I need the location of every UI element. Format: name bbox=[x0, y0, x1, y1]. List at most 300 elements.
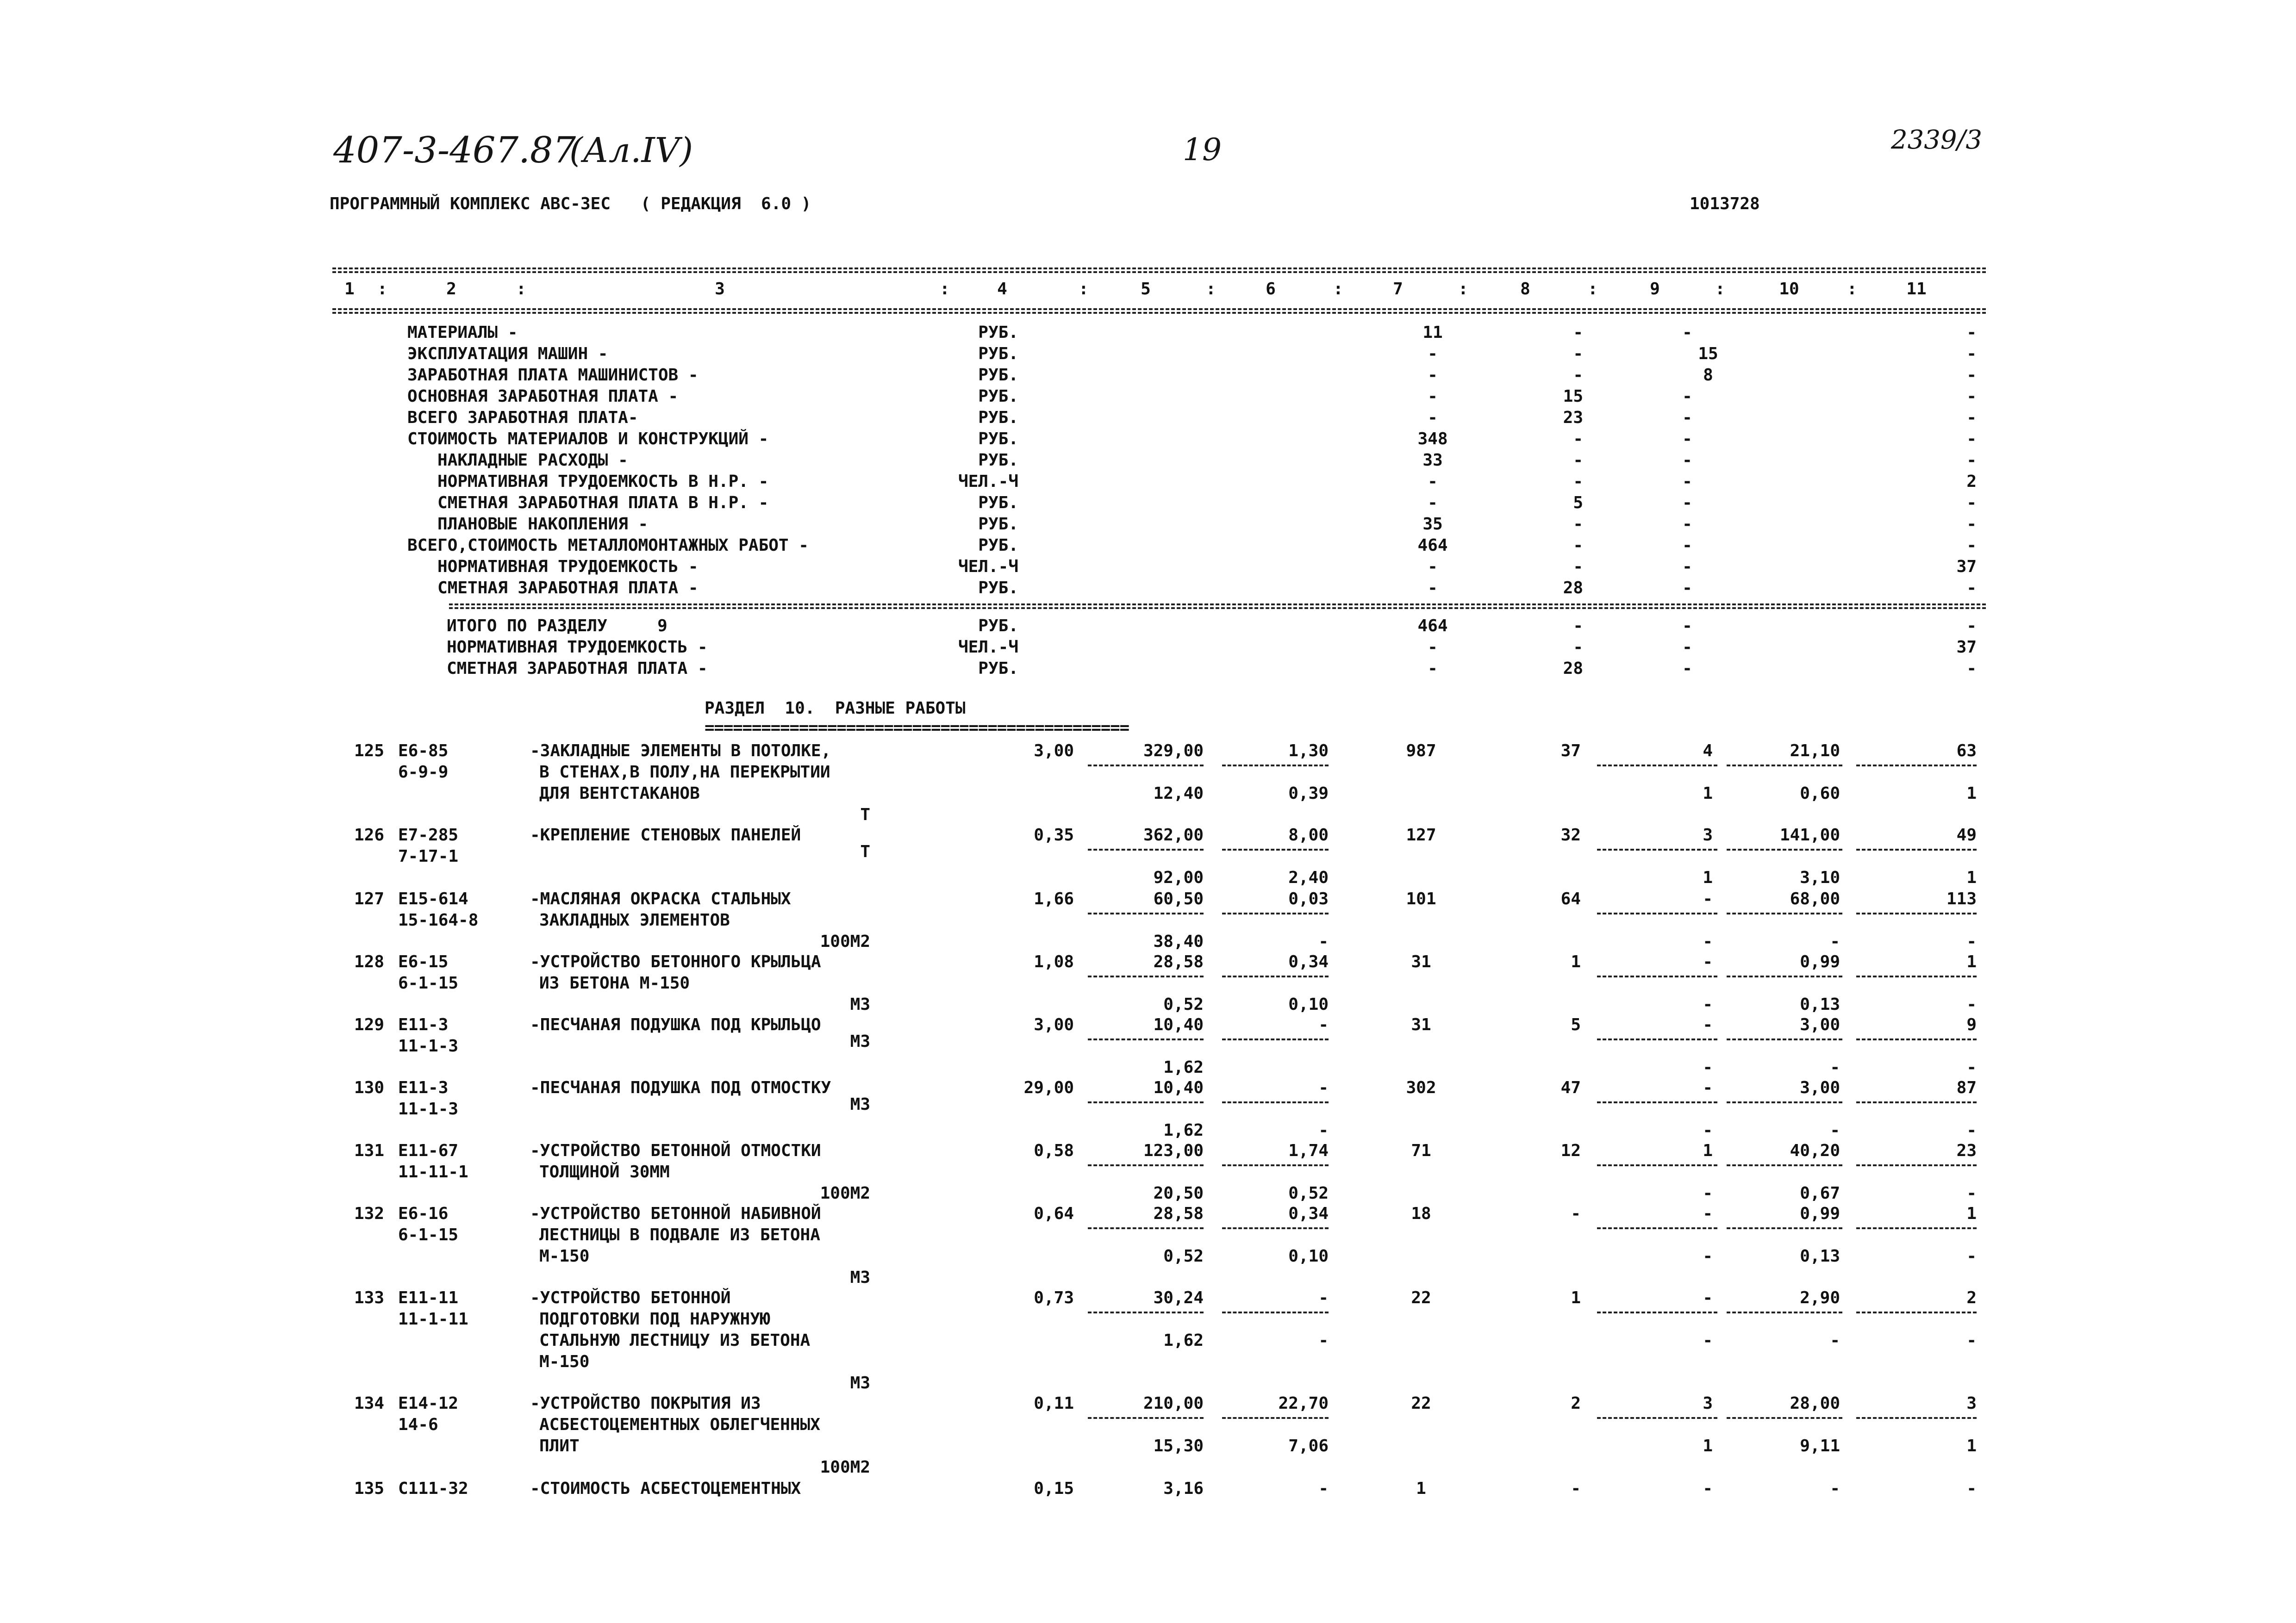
column-separator: : bbox=[1333, 280, 1343, 298]
item-c11: 87 bbox=[1956, 1078, 1977, 1097]
summary-row-c7: 11 bbox=[1423, 323, 1443, 342]
item-c8: 2 bbox=[1571, 1394, 1581, 1413]
item-divider bbox=[1727, 849, 1842, 851]
item-number: 129 bbox=[354, 1015, 384, 1034]
total-row-name: НОРМАТИВНАЯ ТРУДОЕМКОСТЬ - bbox=[447, 638, 708, 657]
item-c7: 71 bbox=[1411, 1141, 1431, 1160]
item-divider bbox=[1222, 1101, 1329, 1103]
item-c6: - bbox=[1318, 1078, 1329, 1097]
table-top-rule-2 bbox=[332, 271, 1986, 273]
summary-row-c9: - bbox=[1682, 323, 1692, 342]
total-row-c8: - bbox=[1573, 616, 1583, 635]
item-divider bbox=[1597, 1101, 1717, 1103]
column-number: 4 bbox=[997, 280, 1007, 298]
summary-row-c9: - bbox=[1682, 408, 1692, 427]
column-separator: : bbox=[377, 280, 387, 298]
item-number: 132 bbox=[354, 1204, 384, 1223]
item-c10: 2,90 bbox=[1800, 1288, 1840, 1307]
item-number: 131 bbox=[354, 1141, 384, 1160]
item-c10: 141,00 bbox=[1779, 826, 1840, 845]
item-unit: 100М2 bbox=[820, 932, 870, 951]
item-divider bbox=[1088, 1417, 1204, 1419]
item-code-secondary: 6-1-15 bbox=[398, 974, 459, 993]
item-divider bbox=[1222, 1417, 1329, 1419]
item-c5: 10,40 bbox=[1153, 1015, 1204, 1034]
item-c8: 47 bbox=[1560, 1078, 1581, 1097]
item-c7: 1 bbox=[1416, 1479, 1426, 1498]
item-code-secondary: 11-1-3 bbox=[398, 1037, 459, 1056]
item-c8: 5 bbox=[1571, 1015, 1581, 1034]
item-c5: 329,00 bbox=[1143, 741, 1204, 760]
item-number: 125 bbox=[354, 741, 384, 760]
item-c6: - bbox=[1318, 1479, 1329, 1498]
item-code: С111-32 bbox=[398, 1479, 468, 1498]
item-c5-secondary: 1,62 bbox=[1163, 1058, 1204, 1077]
item-c10: - bbox=[1830, 1479, 1840, 1498]
doc-code: 407-3-467.87 bbox=[333, 130, 576, 171]
item-c8: - bbox=[1571, 1479, 1581, 1498]
item-divider bbox=[1222, 849, 1329, 851]
item-number: 134 bbox=[354, 1394, 384, 1413]
item-c5-secondary: 15,30 bbox=[1153, 1436, 1204, 1455]
summary-row-c11: - bbox=[1966, 344, 1977, 363]
summary-row-c11: - bbox=[1966, 387, 1977, 406]
item-quantity: 29,00 bbox=[1023, 1078, 1074, 1097]
item-divider bbox=[1727, 913, 1842, 914]
summary-row-c11: - bbox=[1966, 578, 1977, 597]
item-code-secondary: 15-164-8 bbox=[398, 911, 479, 930]
total-row-c8: 28 bbox=[1563, 659, 1583, 678]
summary-row-c9: - bbox=[1682, 557, 1692, 576]
summary-row-unit: РУБ. bbox=[978, 408, 1018, 427]
total-row-c8: - bbox=[1573, 638, 1583, 657]
item-divider bbox=[1856, 913, 1977, 914]
item-c6: 8,00 bbox=[1288, 826, 1329, 845]
item-code-secondary: 6-9-9 bbox=[398, 763, 449, 782]
item-number: 133 bbox=[354, 1288, 384, 1307]
summary-row-unit: РУБ. bbox=[978, 344, 1018, 363]
item-unit: Т bbox=[860, 805, 870, 824]
document-id: 1013728 bbox=[1690, 194, 1760, 213]
item-c5-secondary: 20,50 bbox=[1153, 1184, 1204, 1203]
total-row-c9: - bbox=[1682, 659, 1692, 678]
item-divider bbox=[1727, 1101, 1842, 1103]
item-divider bbox=[1597, 1417, 1717, 1419]
item-divider bbox=[1727, 1038, 1842, 1040]
summary-row-name: СМЕТНАЯ ЗАРАБОТНАЯ ПЛАТА В Н.Р. - bbox=[407, 493, 769, 512]
item-c9-secondary: 1 bbox=[1703, 1436, 1713, 1455]
item-c11: 49 bbox=[1956, 826, 1977, 845]
item-c6: 1,74 bbox=[1288, 1141, 1329, 1160]
item-description-line: ПЛИТ bbox=[539, 1436, 580, 1455]
item-code-secondary: 11-11-1 bbox=[398, 1163, 468, 1181]
summary-row-name: ВСЕГО ЗАРАБОТНАЯ ПЛАТА- bbox=[407, 408, 638, 427]
item-number: 135 bbox=[354, 1479, 384, 1498]
item-c7: 22 bbox=[1411, 1288, 1431, 1307]
item-c9: 3 bbox=[1703, 1394, 1713, 1413]
item-c11: 1 bbox=[1966, 1204, 1977, 1223]
item-divider bbox=[1727, 765, 1842, 766]
item-c6-secondary: - bbox=[1318, 932, 1329, 951]
item-c8: 37 bbox=[1560, 741, 1581, 760]
item-description-line: -ПЕСЧАНАЯ ПОДУШКА ПОД КРЫЛЬЦО bbox=[530, 1015, 821, 1034]
column-separator: : bbox=[1715, 280, 1725, 298]
summary-row-c8: - bbox=[1573, 344, 1583, 363]
item-c8: 12 bbox=[1560, 1141, 1581, 1160]
summary-row-c11: 37 bbox=[1956, 557, 1977, 576]
summary-row-c9: - bbox=[1682, 578, 1692, 597]
item-c10-secondary: 0,13 bbox=[1800, 995, 1840, 1014]
item-code: Е6-15 bbox=[398, 952, 449, 971]
item-code-secondary: 11-1-11 bbox=[398, 1310, 468, 1329]
item-unit: М3 bbox=[850, 1268, 870, 1287]
item-description-line: -ЗАКЛАДНЫЕ ЭЛЕМЕНТЫ В ПОТОЛКЕ, bbox=[530, 741, 831, 760]
item-c10: 28,00 bbox=[1790, 1394, 1840, 1413]
item-c6: 1,30 bbox=[1288, 741, 1329, 760]
item-c5-secondary: 0,52 bbox=[1163, 1247, 1204, 1266]
column-number: 11 bbox=[1906, 280, 1927, 298]
item-c7: 987 bbox=[1406, 741, 1436, 760]
summary-row-c9: - bbox=[1682, 472, 1692, 491]
item-divider bbox=[1222, 1312, 1329, 1313]
item-c5-secondary: 0,52 bbox=[1163, 995, 1204, 1014]
summary-row-unit: РУБ. bbox=[978, 578, 1018, 597]
item-code-secondary: 7-17-1 bbox=[398, 847, 459, 866]
item-c6: 0,03 bbox=[1288, 889, 1329, 908]
summary-row-name: ЗАРАБОТНАЯ ПЛАТА МАШИНИСТОВ - bbox=[407, 366, 699, 385]
item-number: 127 bbox=[354, 889, 384, 908]
summary-row-c9: - bbox=[1682, 387, 1692, 406]
item-c11: 2 bbox=[1966, 1288, 1977, 1307]
summary-row-name: ВСЕГО,СТОИМОСТЬ МЕТАЛЛОМОНТАЖНЫХ РАБОТ - bbox=[407, 536, 809, 555]
item-divider bbox=[1222, 765, 1329, 766]
item-c5: 362,00 bbox=[1143, 826, 1204, 845]
summary-row-c11: - bbox=[1966, 366, 1977, 385]
summary-row-unit: РУБ. bbox=[978, 323, 1018, 342]
item-divider bbox=[1727, 1417, 1842, 1419]
summary-rule bbox=[449, 603, 1986, 605]
item-c8: - bbox=[1571, 1204, 1581, 1223]
item-divider bbox=[1856, 1417, 1977, 1419]
item-description-line: -УСТРОЙСТВО БЕТОННОЙ НАБИВНОЙ bbox=[530, 1204, 821, 1223]
summary-row-c9: - bbox=[1682, 493, 1692, 512]
item-c9: 1 bbox=[1703, 1141, 1713, 1160]
item-divider bbox=[1222, 913, 1329, 914]
total-row-c9: - bbox=[1682, 638, 1692, 657]
total-row-unit: РУБ. bbox=[978, 659, 1018, 678]
summary-row-c8: - bbox=[1573, 557, 1583, 576]
summary-row-name: ЭКСПЛУАТАЦИЯ МАШИН - bbox=[407, 344, 608, 363]
item-c10: 21,10 bbox=[1790, 741, 1840, 760]
total-row-c11: - bbox=[1966, 616, 1977, 635]
item-code: Е6-85 bbox=[398, 741, 449, 760]
item-c11-secondary: - bbox=[1966, 932, 1977, 951]
item-c5: 10,40 bbox=[1153, 1078, 1204, 1097]
item-description-line: ЛЕСТНИЦЫ В ПОДВАЛЕ ИЗ БЕТОНА bbox=[539, 1225, 820, 1244]
item-description-line: ПОДГОТОВКИ ПОД НАРУЖНУЮ bbox=[539, 1310, 770, 1329]
item-c11-secondary: 1 bbox=[1966, 784, 1977, 803]
summary-row-c8: - bbox=[1573, 536, 1583, 555]
summary-row-name: СМЕТНАЯ ЗАРАБОТНАЯ ПЛАТА - bbox=[407, 578, 699, 597]
summary-row-name: МАТЕРИАЛЫ - bbox=[407, 323, 518, 342]
summary-row-c7: - bbox=[1428, 408, 1438, 427]
item-c9: 4 bbox=[1703, 741, 1713, 760]
summary-row-c11: - bbox=[1966, 429, 1977, 448]
item-quantity: 0,58 bbox=[1034, 1141, 1074, 1160]
item-divider bbox=[1597, 849, 1717, 851]
item-divider bbox=[1597, 765, 1717, 766]
item-c6: 0,34 bbox=[1288, 1204, 1329, 1223]
item-c11: 23 bbox=[1956, 1141, 1977, 1160]
summary-row-c7: 33 bbox=[1423, 451, 1443, 470]
item-quantity: 3,00 bbox=[1034, 741, 1074, 760]
summary-row-c11: - bbox=[1966, 493, 1977, 512]
item-c11-secondary: - bbox=[1966, 995, 1977, 1014]
summary-row-unit: РУБ. bbox=[978, 536, 1018, 555]
item-quantity: 3,00 bbox=[1034, 1015, 1074, 1034]
summary-row-unit: ЧЕЛ.-Ч bbox=[958, 472, 1018, 491]
item-c9-secondary: - bbox=[1703, 1331, 1713, 1350]
item-code-secondary: 14-6 bbox=[398, 1415, 438, 1434]
item-c6: 0,34 bbox=[1288, 952, 1329, 971]
item-description-line: ДЛЯ ВЕНТСТАКАНОВ bbox=[539, 784, 700, 803]
summary-row-c8: - bbox=[1573, 323, 1583, 342]
item-c10-secondary: - bbox=[1830, 1058, 1840, 1077]
total-row-name: СМЕТНАЯ ЗАРАБОТНАЯ ПЛАТА - bbox=[447, 659, 708, 678]
item-description-line: М-150 bbox=[539, 1247, 590, 1266]
item-divider bbox=[1088, 913, 1204, 914]
item-code: Е6-16 bbox=[398, 1204, 449, 1223]
item-divider bbox=[1088, 976, 1204, 977]
item-description-line: -КРЕПЛЕНИЕ СТЕНОВЫХ ПАНЕЛЕЙ bbox=[530, 826, 801, 845]
item-divider bbox=[1088, 1312, 1204, 1313]
item-quantity: 0,15 bbox=[1034, 1479, 1074, 1498]
summary-row-c7: - bbox=[1428, 578, 1438, 597]
item-c11: - bbox=[1966, 1479, 1977, 1498]
item-c10: 40,20 bbox=[1790, 1141, 1840, 1160]
total-row-c11: 37 bbox=[1956, 638, 1977, 657]
item-divider bbox=[1856, 1227, 1977, 1229]
column-number: 6 bbox=[1266, 280, 1276, 298]
item-c5: 28,58 bbox=[1153, 1204, 1204, 1223]
summary-row-c9: - bbox=[1682, 451, 1692, 470]
summary-row-name: НАКЛАДНЫЕ РАСХОДЫ - bbox=[407, 451, 628, 470]
item-divider bbox=[1597, 976, 1717, 977]
page-number: 19 bbox=[1183, 132, 1222, 168]
item-description-line: -УСТРОЙСТВО БЕТОННОЙ ОТМОСТКИ bbox=[530, 1141, 821, 1160]
album-mark: (Ал.IV) bbox=[569, 131, 693, 170]
item-divider bbox=[1088, 849, 1204, 851]
item-quantity: 0,11 bbox=[1034, 1394, 1074, 1413]
item-c10-secondary: 0,13 bbox=[1800, 1247, 1840, 1266]
item-code: Е11-3 bbox=[398, 1015, 449, 1034]
item-c6: - bbox=[1318, 1015, 1329, 1034]
item-c5: 30,24 bbox=[1153, 1288, 1204, 1307]
summary-row-c11: - bbox=[1966, 536, 1977, 555]
summary-row-c11: - bbox=[1966, 408, 1977, 427]
summary-row-c8: - bbox=[1573, 366, 1583, 385]
item-c11-secondary: 1 bbox=[1966, 1436, 1977, 1455]
item-c10: 0,99 bbox=[1800, 1204, 1840, 1223]
item-number: 126 bbox=[354, 826, 384, 845]
item-c7: 31 bbox=[1411, 1015, 1431, 1034]
summary-row-c7: - bbox=[1428, 493, 1438, 512]
item-c5-secondary: 1,62 bbox=[1163, 1331, 1204, 1350]
item-c9-secondary: - bbox=[1703, 1184, 1713, 1203]
item-code: Е15-614 bbox=[398, 889, 468, 908]
item-c11-secondary: - bbox=[1966, 1121, 1977, 1140]
item-description-line: ТОЛЩИНОЙ 30ММ bbox=[539, 1163, 670, 1181]
total-row-name: ИТОГО ПО РАЗДЕЛУ 9 bbox=[447, 616, 668, 635]
item-c9-secondary: 1 bbox=[1703, 784, 1713, 803]
summary-row-c9: - bbox=[1682, 429, 1692, 448]
item-c7: 22 bbox=[1411, 1394, 1431, 1413]
summary-row-c7: 348 bbox=[1417, 429, 1448, 448]
item-c9: - bbox=[1703, 1015, 1713, 1034]
item-c5: 28,58 bbox=[1153, 952, 1204, 971]
item-c11: 1 bbox=[1966, 952, 1977, 971]
item-description-line: В СТЕНАХ,В ПОЛУ,НА ПЕРЕКРЫТИИ bbox=[539, 763, 830, 782]
summary-row-c8: - bbox=[1573, 451, 1583, 470]
item-c9: 3 bbox=[1703, 826, 1713, 845]
item-c11-secondary: - bbox=[1966, 1184, 1977, 1203]
summary-row-name: НОРМАТИВНАЯ ТРУДОЕМКОСТЬ - bbox=[407, 557, 699, 576]
item-divider bbox=[1222, 1227, 1329, 1229]
summary-row-c8: 23 bbox=[1563, 408, 1583, 427]
item-c5: 60,50 bbox=[1153, 889, 1204, 908]
item-divider bbox=[1597, 1312, 1717, 1313]
item-code: Е11-3 bbox=[398, 1078, 449, 1097]
column-number: 3 bbox=[715, 280, 725, 298]
item-code: Е11-11 bbox=[398, 1288, 459, 1307]
summary-row-name: СТОИМОСТЬ МАТЕРИАЛОВ И КОНСТРУКЦИЙ - bbox=[407, 429, 769, 448]
item-c5-secondary: 1,62 bbox=[1163, 1121, 1204, 1140]
item-unit: Т bbox=[860, 842, 870, 861]
item-unit: 100М2 bbox=[820, 1458, 870, 1477]
item-quantity: 1,66 bbox=[1034, 889, 1074, 908]
item-quantity: 0,35 bbox=[1034, 826, 1074, 845]
total-row-unit: ЧЕЛ.-Ч bbox=[958, 638, 1018, 657]
item-divider bbox=[1856, 1164, 1977, 1166]
item-c9: - bbox=[1703, 1479, 1713, 1498]
column-number: 9 bbox=[1650, 280, 1660, 298]
item-c6-secondary: - bbox=[1318, 1331, 1329, 1350]
summary-row-c9: 8 bbox=[1703, 366, 1713, 385]
summary-row-name: ПЛАНОВЫЕ НАКОПЛЕНИЯ - bbox=[407, 515, 649, 534]
item-c11: 63 bbox=[1956, 741, 1977, 760]
item-c8: 64 bbox=[1560, 889, 1581, 908]
item-c8: 1 bbox=[1571, 1288, 1581, 1307]
item-quantity: 0,73 bbox=[1034, 1288, 1074, 1307]
item-description-line: -МАСЛЯНАЯ ОКРАСКА СТАЛЬНЫХ bbox=[530, 889, 791, 908]
item-c7: 101 bbox=[1406, 889, 1436, 908]
item-unit: М3 bbox=[850, 1374, 870, 1393]
summary-row-c8: 15 bbox=[1563, 387, 1583, 406]
summary-row-unit: РУБ. bbox=[978, 451, 1018, 470]
item-unit: 100М2 bbox=[820, 1184, 870, 1203]
column-separator: : bbox=[1458, 280, 1468, 298]
summary-row-unit: РУБ. bbox=[978, 387, 1018, 406]
section-title-underline: ============================================= bbox=[705, 718, 1129, 737]
item-c6: 22,70 bbox=[1278, 1394, 1329, 1413]
item-c9-secondary: 1 bbox=[1703, 868, 1713, 887]
item-quantity: 1,08 bbox=[1034, 952, 1074, 971]
column-separator: : bbox=[1588, 280, 1598, 298]
item-divider bbox=[1597, 1227, 1717, 1229]
item-c5-secondary: 38,40 bbox=[1153, 932, 1204, 951]
item-c9: - bbox=[1703, 1204, 1713, 1223]
column-separator: : bbox=[516, 280, 526, 298]
summary-row-c7: - bbox=[1428, 344, 1438, 363]
summary-rule-2 bbox=[449, 607, 1986, 609]
item-c10-secondary: - bbox=[1830, 932, 1840, 951]
header-bottom-rule-2 bbox=[332, 312, 1986, 314]
item-divider bbox=[1856, 765, 1977, 766]
item-code-secondary: 11-1-3 bbox=[398, 1100, 459, 1119]
item-c9-secondary: - bbox=[1703, 932, 1713, 951]
item-unit: М3 bbox=[850, 1032, 870, 1051]
column-number: 10 bbox=[1779, 280, 1799, 298]
item-c8: 32 bbox=[1560, 826, 1581, 845]
item-c5-secondary: 92,00 bbox=[1153, 868, 1204, 887]
column-number: 2 bbox=[446, 280, 456, 298]
item-number: 128 bbox=[354, 952, 384, 971]
item-c9-secondary: - bbox=[1703, 995, 1713, 1014]
column-number: 7 bbox=[1393, 280, 1403, 298]
item-description-line: СТАЛЬНУЮ ЛЕСТНИЦУ ИЗ БЕТОНА bbox=[539, 1331, 811, 1350]
section-title: РАЗДЕЛ 10. РАЗНЫЕ РАБОТЫ bbox=[705, 699, 966, 718]
column-separator: : bbox=[940, 280, 950, 298]
summary-row-c11: - bbox=[1966, 323, 1977, 342]
summary-row-c11: 2 bbox=[1966, 472, 1977, 491]
item-divider bbox=[1222, 1038, 1329, 1040]
item-c9: - bbox=[1703, 1078, 1713, 1097]
summary-row-c8: 28 bbox=[1563, 578, 1583, 597]
item-c11-secondary: - bbox=[1966, 1331, 1977, 1350]
total-row-c7: 464 bbox=[1417, 616, 1448, 635]
summary-row-c8: - bbox=[1573, 472, 1583, 491]
summary-row-c8: 5 bbox=[1573, 493, 1583, 512]
item-divider bbox=[1088, 1227, 1204, 1229]
item-code-secondary: 6-1-15 bbox=[398, 1225, 459, 1244]
summary-row-c7: - bbox=[1428, 387, 1438, 406]
item-divider bbox=[1088, 1038, 1204, 1040]
summary-row-c7: - bbox=[1428, 366, 1438, 385]
item-c8: 1 bbox=[1571, 952, 1581, 971]
item-c5: 210,00 bbox=[1143, 1394, 1204, 1413]
item-description-line: -УСТРОЙСТВО БЕТОННОЙ bbox=[530, 1288, 731, 1307]
summary-row-c8: - bbox=[1573, 515, 1583, 534]
summary-row-c9: 15 bbox=[1698, 344, 1718, 363]
item-description-line: -УСТРОЙСТВО ПОКРЫТИЯ ИЗ bbox=[530, 1394, 761, 1413]
summary-row-c8: - bbox=[1573, 429, 1583, 448]
item-divider bbox=[1088, 1164, 1204, 1166]
item-c7: 31 bbox=[1411, 952, 1431, 971]
item-c10: 0,99 bbox=[1800, 952, 1840, 971]
item-description-line: М-150 bbox=[539, 1352, 590, 1371]
column-separator: : bbox=[1206, 280, 1216, 298]
summary-row-c11: - bbox=[1966, 451, 1977, 470]
item-c5: 123,00 bbox=[1143, 1141, 1204, 1160]
item-divider bbox=[1597, 1164, 1717, 1166]
item-c9: - bbox=[1703, 1288, 1713, 1307]
total-row-unit: РУБ. bbox=[978, 616, 1018, 635]
item-quantity: 0,64 bbox=[1034, 1204, 1074, 1223]
item-c9-secondary: - bbox=[1703, 1247, 1713, 1266]
item-divider bbox=[1727, 1312, 1842, 1313]
item-c9-secondary: - bbox=[1703, 1121, 1713, 1140]
total-row-c7: - bbox=[1428, 659, 1438, 678]
